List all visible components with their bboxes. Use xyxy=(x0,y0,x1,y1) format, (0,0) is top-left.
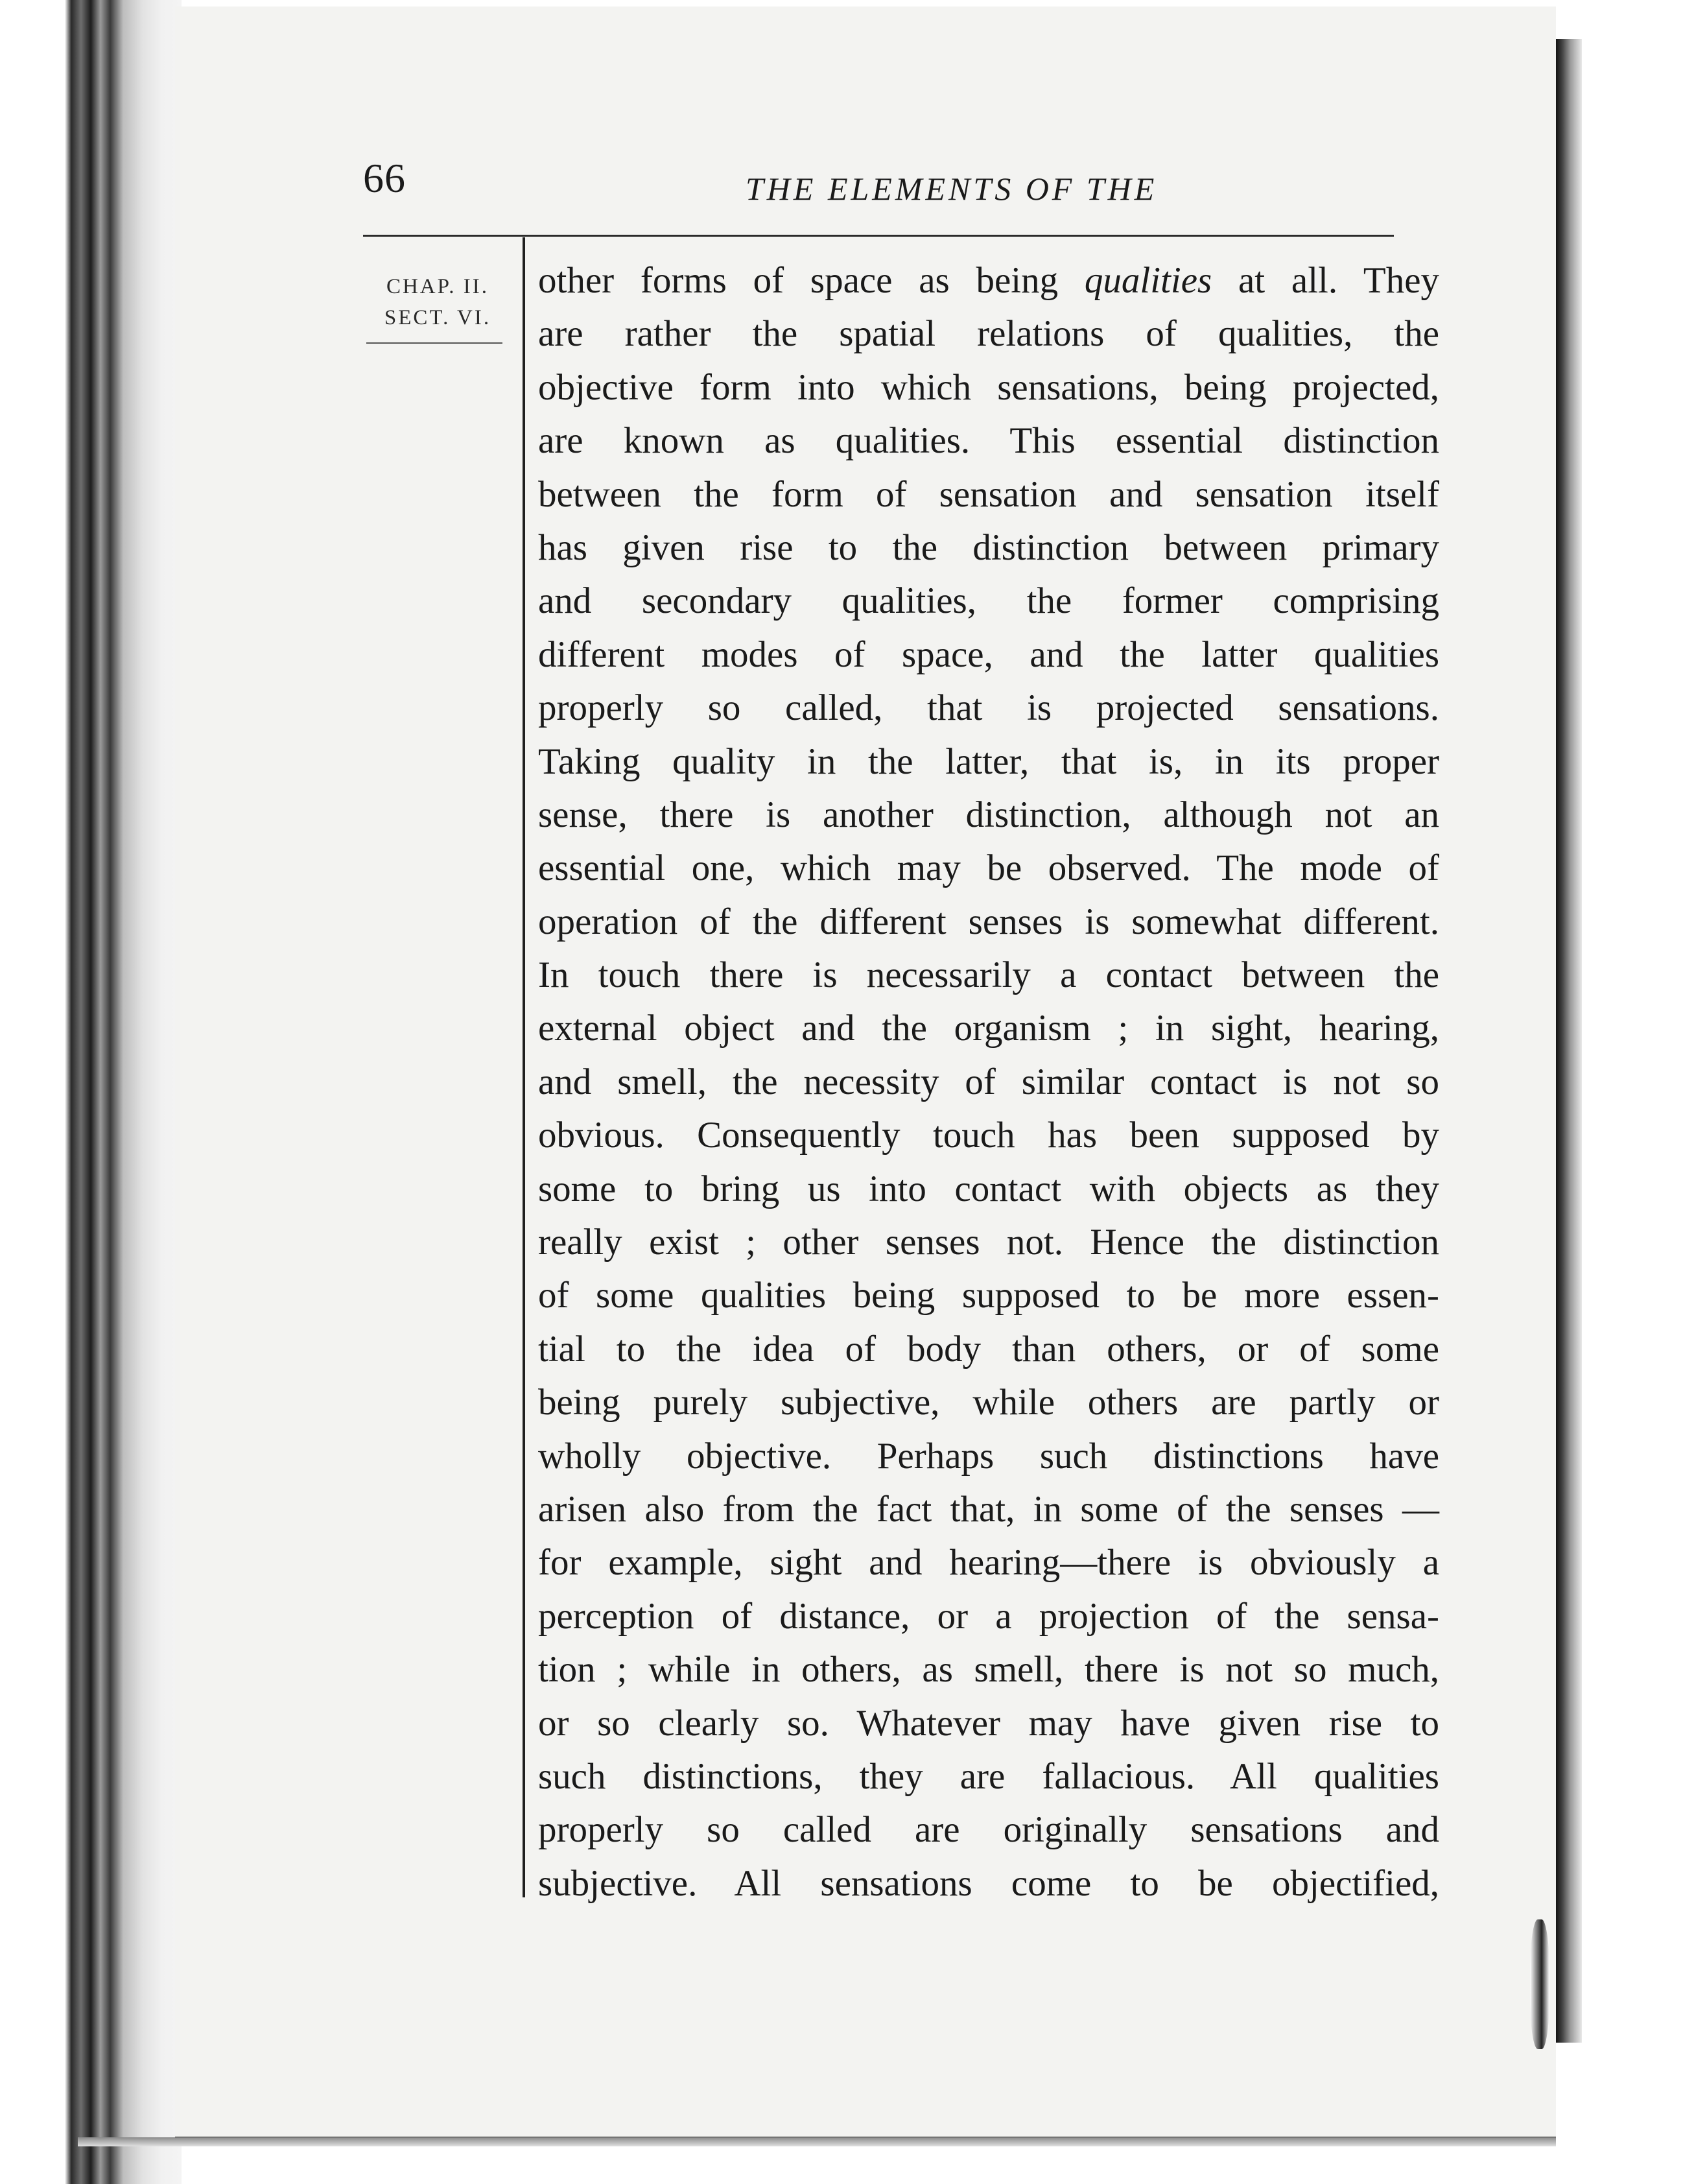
body-line xyxy=(538,1483,1439,1536)
body-line-text: sense, there is another distinction, although not an xyxy=(538,794,1439,835)
body-line xyxy=(538,1269,1439,1322)
body-line xyxy=(538,468,1439,521)
body-line-text: perception of distance, or a projection of the sensa- xyxy=(538,1595,1439,1637)
margin-note-chapter: CHAP. II. xyxy=(386,275,489,298)
body-line-text: arisen also from the fact that, in some of the senses — xyxy=(538,1488,1439,1530)
body-line xyxy=(538,789,1439,842)
body-line-text: Taking quality in the latter, that is, in its proper xyxy=(538,741,1439,782)
margin-vertical-rule xyxy=(523,237,525,1897)
running-head: THE ELEMENTS OF THE xyxy=(746,171,1158,207)
body-line xyxy=(538,896,1439,949)
body-line xyxy=(538,521,1439,575)
body-line-text: of some qualities being supposed to be more essen- xyxy=(538,1275,1439,1316)
body-line xyxy=(538,307,1439,361)
body-line xyxy=(538,254,1439,307)
facing-page-shadow xyxy=(1556,39,1582,2043)
body-line-italic: qualities xyxy=(1084,260,1212,301)
body-line xyxy=(538,628,1439,682)
body-line xyxy=(538,842,1439,895)
body-line-text: In touch there is necessarily a contact between the xyxy=(538,955,1439,996)
body-line-text: really exist ; other senses not. Hence the distinction xyxy=(538,1222,1439,1263)
margin-note-section: SECT. VI. xyxy=(384,306,491,329)
body-line xyxy=(538,1803,1439,1857)
body-line-text: external object and the organism ; in sight, hearing, xyxy=(538,1008,1439,1049)
body-line-text: being purely subjective, while others are partly or xyxy=(538,1382,1439,1423)
header-rule xyxy=(363,235,1394,237)
page-number: 66 xyxy=(363,155,406,201)
body-line xyxy=(538,1109,1439,1162)
body-line-text: tion ; while in others, as smell, there is not so much, xyxy=(538,1649,1439,1691)
book-gutter-shadow xyxy=(0,0,182,2184)
body-line xyxy=(538,1643,1439,1696)
body-line xyxy=(538,1002,1439,1055)
body-line xyxy=(538,1750,1439,1803)
body-line-text: wholly objective. Perhaps such distinctions have xyxy=(538,1435,1439,1477)
body-line-text: and smell, the necessity of similar contact is not so xyxy=(538,1061,1439,1102)
body-line xyxy=(538,575,1439,628)
body-line-text: operation of the different senses is somewhat different. xyxy=(538,901,1439,942)
body-line-text: or so clearly so. Whatever may have given rise to xyxy=(538,1702,1439,1744)
body-line-text: properly so called are originally sensations and xyxy=(538,1809,1439,1851)
body-line xyxy=(538,1163,1439,1216)
body-line xyxy=(538,1430,1439,1483)
body-line xyxy=(538,1376,1439,1429)
body-line-text: are known as qualities. This essential distinction xyxy=(538,420,1439,462)
body-line-text: has given rise to the distinction between primary xyxy=(538,527,1439,568)
margin-note-rule xyxy=(366,342,502,344)
body-line xyxy=(538,1216,1439,1269)
body-line-text: obvious. Consequently touch has been supposed by xyxy=(538,1115,1439,1156)
body-line xyxy=(538,361,1439,414)
body-line-text: tial to the idea of body than others, or of some xyxy=(538,1328,1439,1370)
body-line xyxy=(538,1590,1439,1643)
page-bottom-edge xyxy=(78,2137,1562,2146)
body-line-text: properly so called, that is projected sensations. xyxy=(538,687,1439,729)
body-line xyxy=(538,1056,1439,1109)
body-line xyxy=(538,1857,1439,1910)
body-line-text: objective form into which sensations, being projected, xyxy=(538,366,1439,408)
body-line xyxy=(538,1697,1439,1750)
body-line xyxy=(538,949,1439,1002)
body-line-text-after: at all. They xyxy=(1212,260,1439,301)
facing-page-shadow-lower xyxy=(1530,1919,1549,2049)
body-line-text: and secondary qualities, the former comprising xyxy=(538,580,1439,622)
body-text xyxy=(538,254,1439,1910)
margin-note xyxy=(366,271,509,344)
body-line-text: essential one, which may be observed. The mode of xyxy=(538,848,1439,889)
body-line-text: other forms of space as being xyxy=(538,260,1085,301)
body-line xyxy=(538,735,1439,789)
body-line-text: such distinctions, they are fallacious. All qualities xyxy=(538,1755,1439,1797)
body-line-text: some to bring us into contact with objects as they xyxy=(538,1168,1439,1209)
body-line xyxy=(538,1323,1439,1376)
body-line xyxy=(538,414,1439,468)
body-line-text: between the form of sensation and sensation itself xyxy=(538,473,1439,515)
body-line xyxy=(538,682,1439,735)
body-line-text: different modes of space, and the latter qualities xyxy=(538,634,1439,675)
body-line-text: are rather the spatial relations of qualities, the xyxy=(538,313,1439,355)
body-line xyxy=(538,1536,1439,1589)
body-line-text: subjective. All sensations come to be objectified, xyxy=(538,1862,1439,1904)
body-line-text: for example, sight and hearing—there is obviously a xyxy=(538,1542,1439,1584)
